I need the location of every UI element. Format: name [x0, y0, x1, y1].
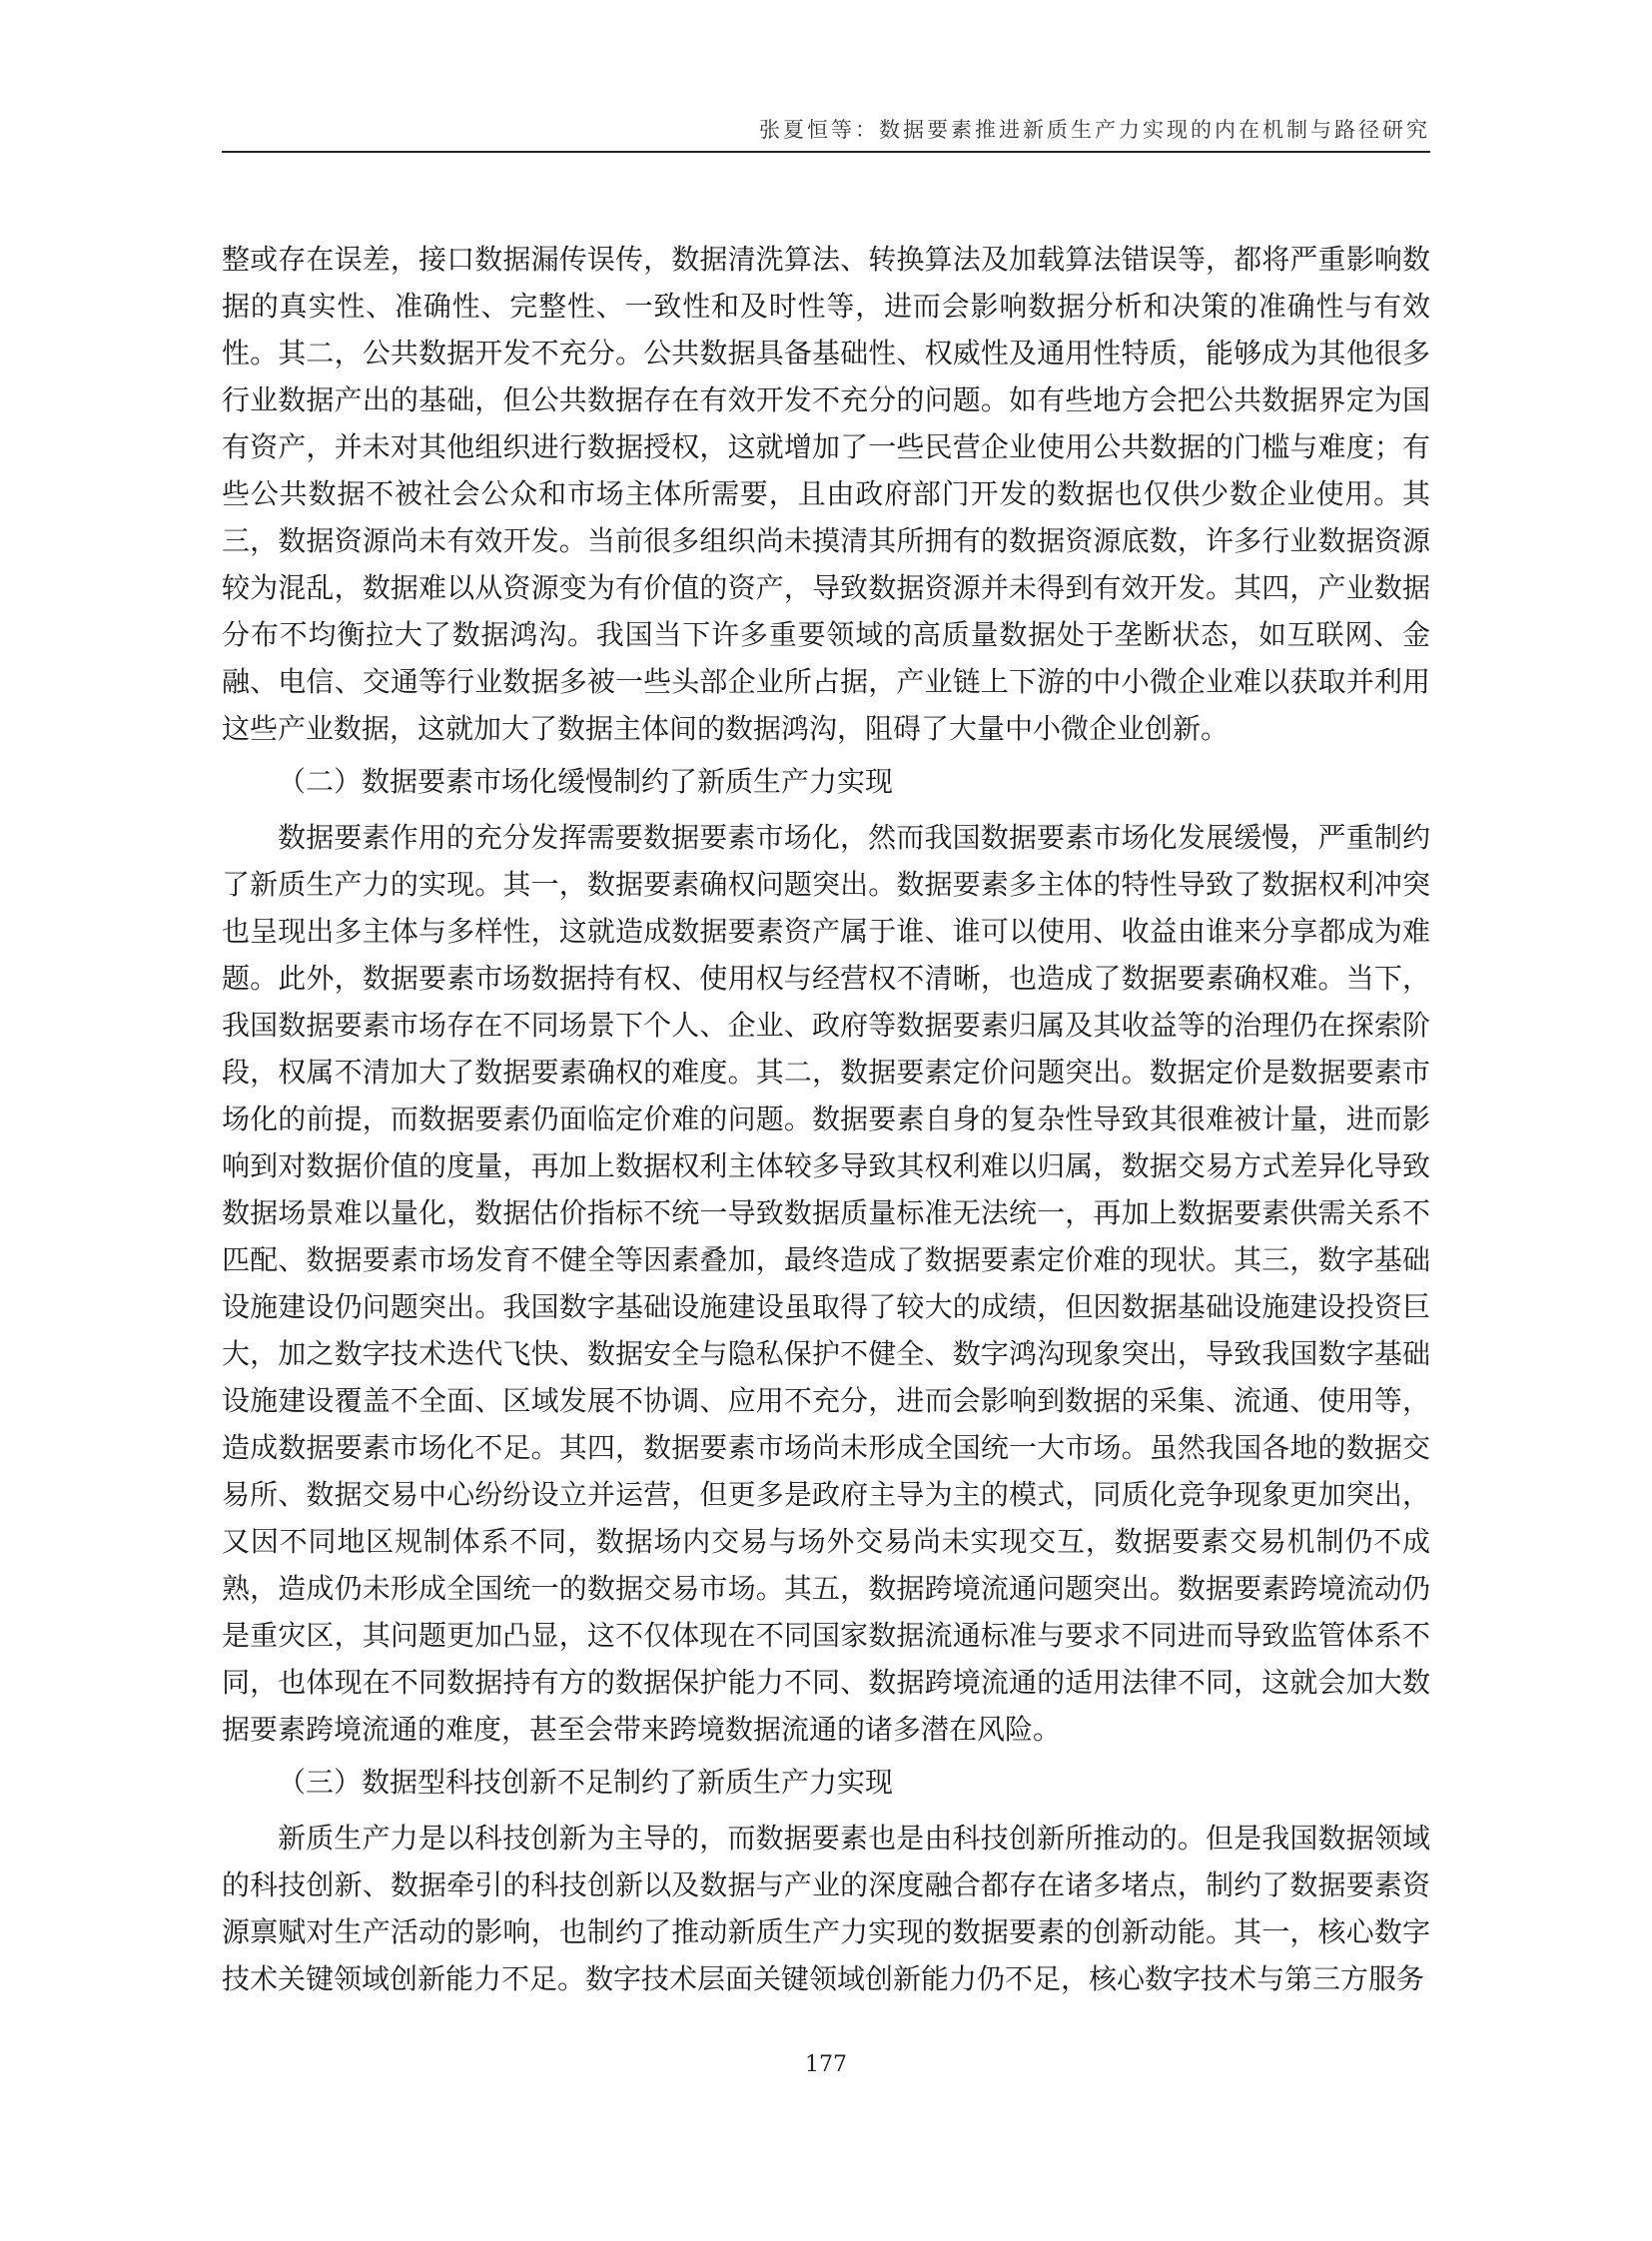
page-number: 177: [805, 2052, 847, 2077]
body-text: [222, 236, 1430, 2002]
section-heading-3: （三）数据型科技创新不足制约了新质生产力实现: [278, 1766, 894, 1799]
paragraph-market: 数据要素作用的充分发挥需要数据要素市场化，然而我国数据要素市场化发展缓慢，严重制约了新质生产力的实现。其一，数据要素确权问题突出。数据要素多主体的特性导致了数据权利冲突也呈现出多主体与多样性，这就造成数据要素资产属于谁、谁可以使用、收益由谁来分享都成为难题。此外，数据要素市场数据持有权、使用权与经营权不清晰，也造成了数据要素确权难。当下，我国数据要素市场存在不同场景下个人、企业、政府等数据要素归属及其收益等的治理仍在探索阶段，权属不清加大了数据要素确权的难度。其二，数据要素定价问题突出。数据定价是数据要素市场化的前提，而数据要素仍面临定价难的问题。数据要素自身的复杂性导致其很难被计量，进而影响到对数据价值的度量，再加上数据权利主体较多导致其权利难以归属，数据交易方式差异化导致数据场景难以量化，数据估价指标不统一导致数据质量标准无法统一，再加上数据要素供需关系不匹配、数据要素市场发育不健全等因素叠加，最终造成了数据要素定价难的现状。其三，数字基础设施建设仍问题突出。我国数字基础设施建设虽取得了较大的成绩，但因数据基础设施建设投资巨大，加之数字技术迭代飞快、数据安全与隐私保护不健全、数字鸿沟现象突出，导致我国数字基础设施建设覆盖不全面、区域发展不协调、应用不充分，进而会影响到数据的采集、流通、使用等，造成数据要素市场化不足。其四，数据要素市场尚未形成全国统一大市场。虽然我国各地的数据交易所、数据交易中心纷纷设立并运营，但更多是政府主导为主的模式，同质化竞争现象更加突出，又因不同地区规制体系不同，数据场内交易与场外交易尚未实现交互，数据要素交易机制仍不成熟，造成仍未形成全国统一的数据交易市场。其五，数据跨境流通问题突出。数据要素跨境流动仍是重灾区，其问题更加凸显，这不仅体现在不同国家数据流通标准与要求不同进而导致监管体系不同，也体现在不同数据持有方的数据保护能力不同、数据跨境流通的适用法律不同，这就会加大数据要素跨境流通的难度，甚至会带来跨境数据流通的诸多潜在风险。: [222, 821, 1430, 1746]
paragraph-continued: 整或存在误差，接口数据漏传误传，数据清洗算法、转换算法及加载算法错误等，都将严重影响数据的真实性、准确性、完整性、一致性和及时性等，进而会影响数据分析和决策的准确性与有效性。其二，公共数据开发不充分。公共数据具备基础性、权威性及通用性特质，能够成为其他很多行业数据产出的基础，但公共数据存在有效开发不充分的问题。如有些地方会把公共数据界定为国有资产，并未对其他组织进行数据授权，这就增加了一些民营企业使用公共数据的门槛与难度；有些公共数据不被社会公众和市场主体所需要，且由政府部门开发的数据也仅供少数企业使用。其三，数据资源尚未有效开发。当前很多组织尚未摸清其所拥有的数据资源底数，许多行业数据资源较为混乱，数据难以从资源变为有价值的资产，导致数据资源并未得到有效开发。其四，产业数据分布不均衡拉大了数据鸿沟。我国当下许多重要领域的高质量数据处于垄断状态，如互联网、金融、电信、交通等行业数据多被一些头部企业所占据，产业链上下游的中小微企业难以获取并利用这些产业数据，这就加大了数据主体间的数据鸿沟，阻碍了大量中小微企业创新。: [222, 243, 1430, 745]
running-header: 张夏恒等：数据要素推进新质生产力实现的内在机制与路径研究: [759, 118, 1430, 142]
paragraph-innovation: 新质生产力是以科技创新为主导的，而数据要素也是由科技创新所推动的。但是我国数据领域的科技创新、数据牵引的科技创新以及数据与产业的深度融合都存在诸多堵点，制约了数据要素资源禀赋对生产活动的影响，也制约了推动新质生产力实现的数据要素的创新动能。其一，核心数字技术关键领域创新能力不足。数字技术层面关键领域创新能力仍不足，核心数字技术与第三方服务: [222, 1822, 1430, 1995]
section-heading-2: （二）数据要素市场化缓慢制约了新质生产力实现: [278, 765, 894, 798]
header-rule: [222, 151, 1430, 153]
